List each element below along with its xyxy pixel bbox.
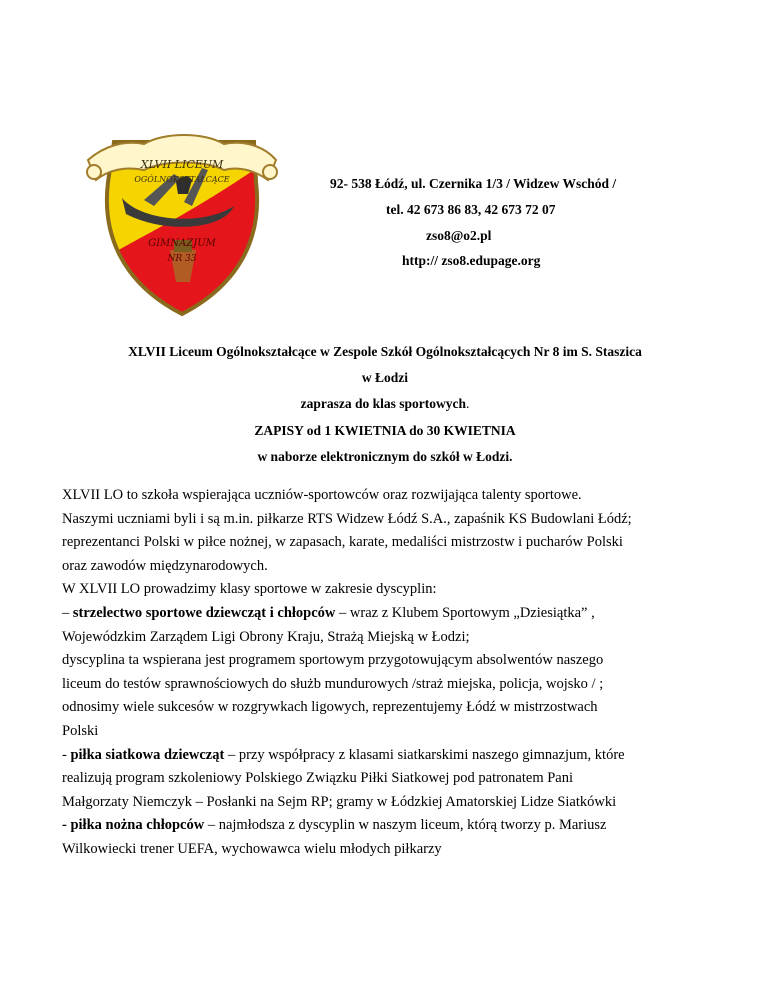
paragraph-line: dyscyplina ta wspierana jest programem sportowym przygotowującym absolwentów naszego <box>62 652 604 669</box>
discipline-volleyball: piłka siatkowa dziewcząt <box>70 746 225 763</box>
line-prefix: – <box>62 604 73 621</box>
paragraph-line: reprezentanci Polski w piłce nożnej, w zapasach, karate, medaliści mistrzostw i pucharów Polski <box>62 534 623 551</box>
school-crest-logo <box>84 122 280 320</box>
paragraph-line: liceum do testów sprawnościowych do służb mundurowych /straż miejska, policja, wojsko / ; <box>62 675 604 692</box>
paragraph-line: realizują program szkoleniowy Polskiego Związku Piłki Siatkowej pod patronatem Pani <box>62 770 574 787</box>
line-prefix: - <box>62 746 71 763</box>
logo-number-text: NR 33 <box>167 254 197 264</box>
email-line: zso8@o2.pl <box>426 228 492 243</box>
discipline-football-line <box>62 814 742 838</box>
school-name-line: XLVII Liceum Ogólnokształcące w Zespole Szkół Ogólnokształcących Nr 8 im S. Staszica <box>128 344 642 359</box>
logo-top-text: XLVII LICEUM <box>140 158 224 171</box>
announcement-block <box>40 339 730 470</box>
phone-line: tel. 42 673 86 83, 42 673 72 07 <box>386 202 556 217</box>
invitation-line <box>40 391 730 417</box>
website-line: http:// zso8.edupage.org <box>402 253 541 268</box>
paragraph-line: W XLVII LO prowadzimy klasy sportowe w zakresie dyscyplin: <box>62 581 437 598</box>
paragraph-line: odnosimy wiele sukcesów w rozgrywkach ligowych, reprezentujemy Łódź w mistrzostwach <box>62 699 598 716</box>
paragraph-line: XLVII LO to szkoła wspierająca uczniów-sportowców oraz rozwijająca talenty sportowe. <box>62 487 582 503</box>
invitation-text: zaprasza do klas sportowych <box>300 396 466 412</box>
line-rest: – wraz z Klubem Sportowym „Dziesiątka” , <box>335 604 595 621</box>
discipline-shooting: strzelectwo sportowe dziewcząt i chłopców <box>72 604 336 621</box>
paragraph-line: Wilkowiecki trener UEFA, wychowawca wielu młodych piłkarzy <box>62 840 442 857</box>
line-rest: – najmłodsza z dyscyplin w naszym liceum, którą tworzy p. Mariusz <box>204 817 607 834</box>
paragraph-line: Wojewódzkim Zarządem Ligi Obrony Kraju, Strażą Miejską w Łodzi; <box>62 628 470 645</box>
discipline-football: - piłka nożna chłopców <box>62 817 205 834</box>
logo-bottom-text: GIMNAZJUM <box>148 238 216 249</box>
city-line: w Łodzi <box>361 370 409 386</box>
line-rest: – przy współpracy z klasami siatkarskimi naszego gimnazjum, które <box>224 746 625 763</box>
paragraph-line: Małgorzaty Niemczyk – Posłanki na Sejm RP; gramy w Łódzkiej Amatorskiej Lidze Siatkówki <box>62 793 617 810</box>
body-text <box>62 484 742 862</box>
enrollment-method-line: w naborze elektronicznym do szkół w Łodzi. <box>257 448 513 464</box>
address-line: 92- 538 Łódź, ul. Czernika 1/3 / Widzew Wschód / <box>330 176 617 191</box>
logo-middle-text: OGÓLNOKSZTAŁCĄCE <box>134 175 230 184</box>
paragraph-line: Naszymi uczniami byli i są m.in. piłkarze RTS Widzew Łódź S.A., zapaśnik KS Budowlani Łódź; <box>62 510 632 527</box>
enrollment-dates-line: ZAPISY od 1 KWIETNIA do 30 KWIETNIA <box>254 422 516 438</box>
paragraph-line: Polski <box>62 722 99 739</box>
discipline-volleyball-line <box>62 744 742 768</box>
paragraph-line: oraz zawodów międzynarodowych. <box>62 557 268 574</box>
discipline-shooting-line <box>62 602 742 626</box>
invitation-period: . <box>466 396 470 412</box>
